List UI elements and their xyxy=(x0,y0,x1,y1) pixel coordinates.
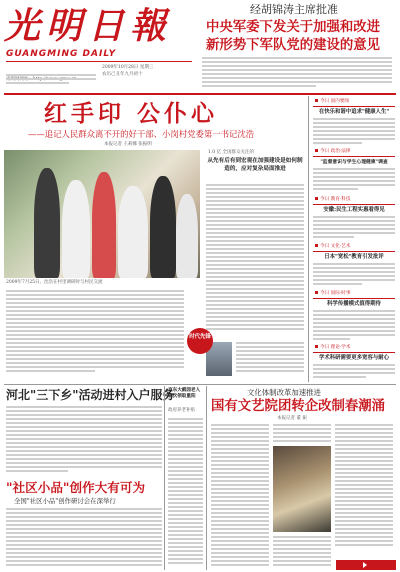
footer-banner xyxy=(336,560,396,570)
lunar-date: 农历己丑年九月初十 xyxy=(102,72,143,77)
bottom-right-body-1 xyxy=(211,424,269,570)
bottom-left-body xyxy=(6,406,162,476)
bottom-right-kicker: 文化体制改革加速推进 xyxy=(247,388,321,397)
bottom-right-headline: 国有文艺院团转企改制春潮涌 xyxy=(211,398,386,414)
bottom-right-byline: 本报记者 董 振 xyxy=(277,416,307,421)
masthead-english: GUANGMING DAILY xyxy=(6,49,117,59)
top-story-kicker: 经胡锦涛主席批准 xyxy=(250,3,338,16)
bottom-right-body-2 xyxy=(273,424,331,444)
lead-subheadline: ——追记人民群众离不开的好干部、小岗村党委第一书记沈浩 xyxy=(28,129,255,139)
bottom-right-body-3 xyxy=(273,536,331,570)
lead-headline: 红手印 公仆心 xyxy=(44,100,219,127)
lead-byline: 本报记者 王莉娜 张振明 xyxy=(104,142,152,147)
top-story-headline-1: 中央军委下发关于加强和改进 xyxy=(206,19,381,35)
column-body-2 xyxy=(236,342,304,376)
bottom-left-feature-subtitle: 全国"社区小品"创作研讨会在深举行 xyxy=(14,497,116,505)
column-intro: 1.0 亿 全国群众关注的 xyxy=(208,150,255,155)
column-headline: 从先有后有到宏观在加强建设是如何制造的，应对复杂局面推进 xyxy=(207,158,303,172)
bottom-left-feature-body xyxy=(6,508,162,570)
masthead-logo: 光明日報 xyxy=(4,5,173,47)
sidebar-section-6: 今日 理论·学术 xyxy=(313,344,395,353)
bottom-left-headline: 河北"三下乡"活动进村入户服务 xyxy=(6,388,175,402)
bottom-divider xyxy=(4,384,396,385)
sidebar-item-4-body xyxy=(313,263,395,287)
masthead xyxy=(4,3,194,91)
bottom-center xyxy=(164,386,205,570)
bottom-center-body xyxy=(168,418,203,568)
sidebar-section-3: 今日 教育·科技 xyxy=(313,196,395,205)
sidebar-section-4: 今日 文化·艺术 xyxy=(313,243,395,252)
lead-body xyxy=(6,290,184,374)
section-badge xyxy=(187,328,213,354)
sidebar-item-3-body xyxy=(313,216,395,240)
sidebar-item-5-body xyxy=(313,310,395,342)
sidebar-section-5: 今日 国际·时事 xyxy=(313,290,395,299)
bottom-center-sub: 政府养老补贴 xyxy=(168,408,195,413)
masthead-rule xyxy=(4,93,396,95)
sidebar-item-6-body xyxy=(313,364,395,382)
play-icon xyxy=(363,562,367,568)
sidebar-item-2-body xyxy=(313,168,395,192)
bottom-left-feature-title: "社区小品"创作大有可为 xyxy=(6,480,146,495)
sidebar-item-1-body xyxy=(313,118,395,146)
sidebar-section-2: 今日 政治·法律 xyxy=(313,148,395,157)
bottom-right-photo xyxy=(273,446,331,532)
masthead-faux-text xyxy=(6,74,96,88)
sidebar-item-3[interactable]: 安徽:民生工程实惠看得见 xyxy=(323,207,385,213)
lead-story xyxy=(4,96,306,376)
sidebar-item-6[interactable]: 学术科研需要更多宽容与耐心 xyxy=(318,355,390,361)
column-body xyxy=(206,184,304,334)
sidebar-item-4[interactable]: 日本"宽松"教育引发批评 xyxy=(324,254,384,260)
top-story-body xyxy=(202,57,392,91)
masthead-info xyxy=(6,61,192,90)
column-story xyxy=(204,150,306,376)
top-story xyxy=(200,3,396,91)
top-story-headline-2: 新形势下军队党的建设的意见 xyxy=(206,37,381,53)
lead-photo xyxy=(4,150,200,278)
section-badge-label: 时代先锋 xyxy=(189,334,211,340)
sidebar-item-5[interactable]: 科学传播模式值得期待 xyxy=(327,301,381,307)
sidebar-divider xyxy=(308,96,309,382)
sidebar-section-1: 今日 国内要闻 xyxy=(313,98,395,107)
photo-caption: 2009年7月25日，沈浩在村里调研时与村民交流 xyxy=(6,280,103,285)
bottom-center-headline: 京东大鹤园老人首次领取重阳 xyxy=(168,388,201,399)
sidebar-item-2[interactable]: "监督意识与学生心理健康"调查 xyxy=(320,159,388,165)
issue-date: 2009年10月28日 星期三 xyxy=(102,65,154,70)
bottom-right-body-4 xyxy=(335,424,393,550)
bottom-right xyxy=(206,386,397,570)
sidebar-item-1[interactable]: 在快乐和谐中追求"健康人生" xyxy=(318,109,390,115)
